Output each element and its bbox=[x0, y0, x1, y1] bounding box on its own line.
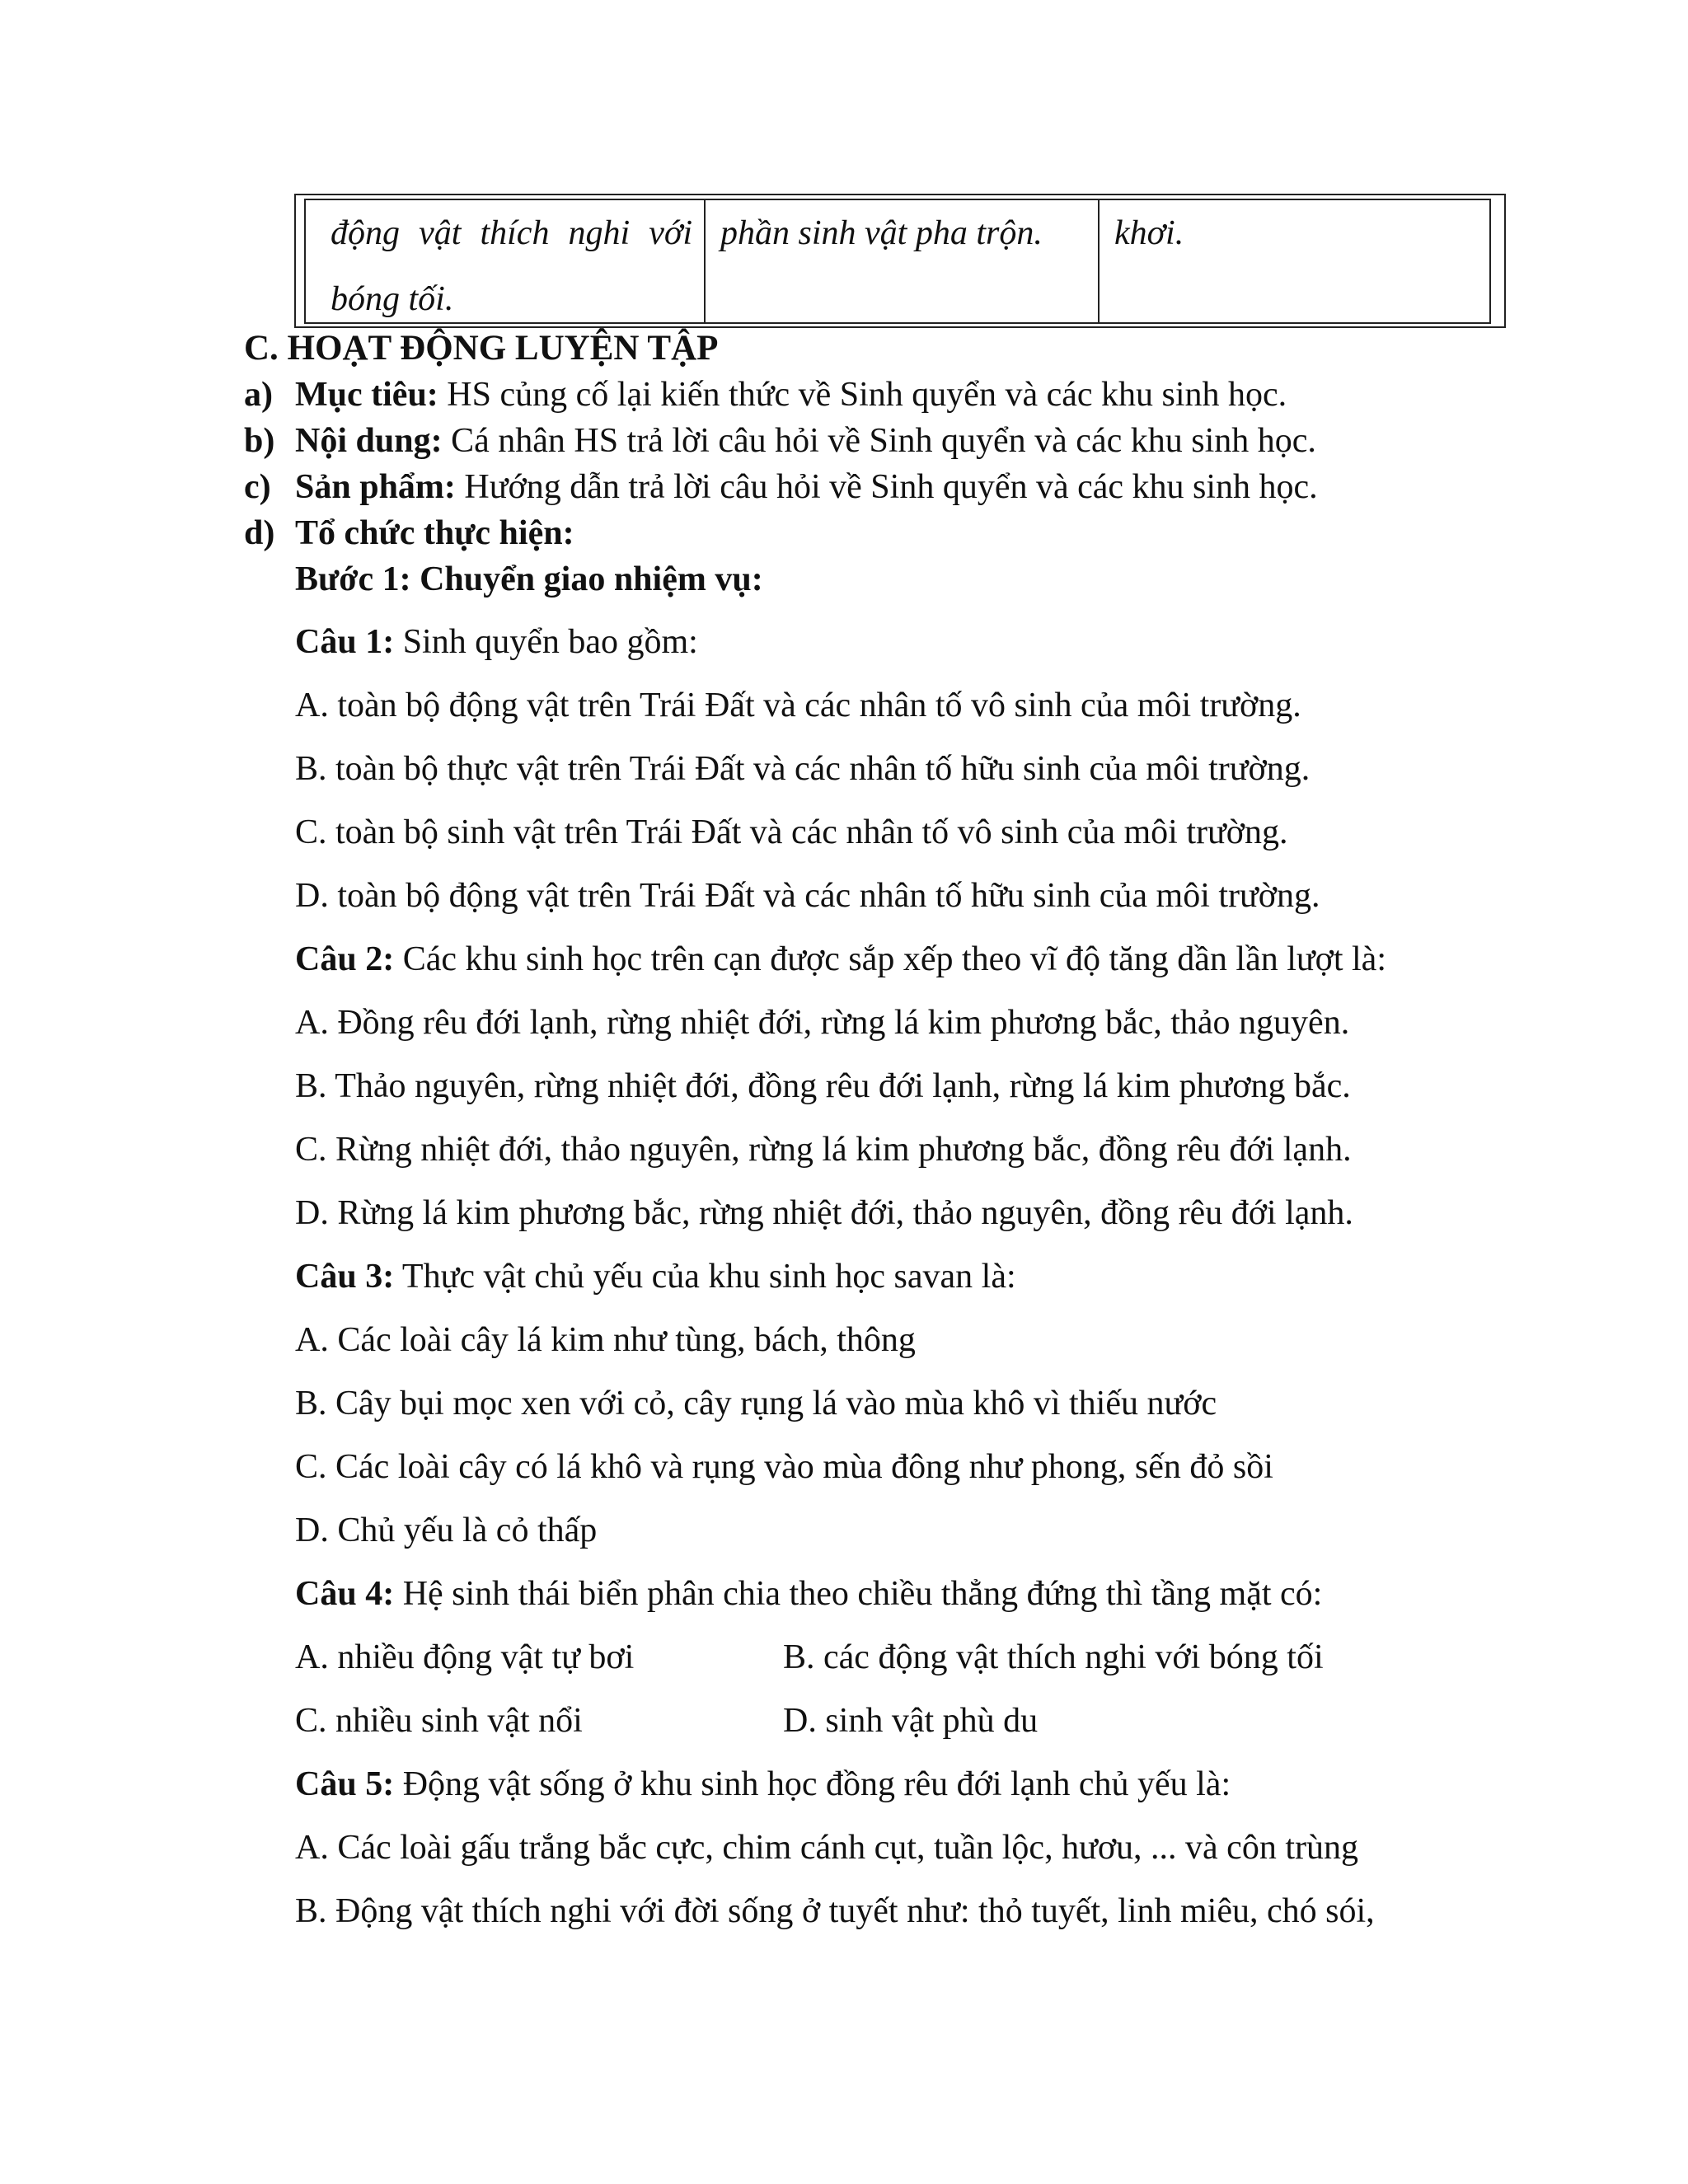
question-label: Câu 3: bbox=[295, 1258, 395, 1296]
option-4b: B. các động vật thích nghi với bóng tối bbox=[783, 1638, 1324, 1676]
question-text: Hệ sinh thái biển phân chia theo chiều thẳng đứng thì tầng mặt có: bbox=[394, 1575, 1323, 1613]
table-cell-1: động vật thích nghi với bóng tối. bbox=[306, 200, 706, 322]
option-1c: C. toàn bộ sinh vật trên Trái Đất và các nhân tố vô sinh của môi trường. bbox=[295, 813, 1288, 851]
objective-item bbox=[244, 375, 1287, 415]
question-text: Các khu sinh học trên cạn được sắp xếp theo vĩ độ tăng dần lần lượt là: bbox=[394, 940, 1386, 978]
option-2b: B. Thảo nguyên, rừng nhiệt đới, đồng rêu đới lạnh, rừng lá kim phương bắc. bbox=[295, 1067, 1351, 1105]
item-label: a) bbox=[244, 376, 273, 414]
option-3a: A. Các loài cây lá kim như tùng, bách, thông bbox=[295, 1321, 916, 1359]
option-4c: C. nhiều sinh vật nổi bbox=[295, 1702, 583, 1740]
option-1a: A. toàn bộ động vật trên Trái Đất và các nhân tố vô sinh của môi trường. bbox=[295, 687, 1301, 724]
option-2d: D. Rừng lá kim phương bắc, rừng nhiệt đới, thảo nguyên, đồng rêu đới lạnh. bbox=[295, 1194, 1353, 1232]
table-fragment bbox=[294, 194, 1506, 328]
question-3 bbox=[295, 1257, 1016, 1296]
option-1d: D. toàn bộ động vật trên Trái Đất và các nhân tố hữu sinh của môi trường. bbox=[295, 877, 1320, 915]
question-label: Câu 1: bbox=[295, 623, 395, 661]
option-4a: A. nhiều động vật tự bơi bbox=[295, 1638, 635, 1676]
question-text: Sinh quyển bao gồm: bbox=[394, 623, 698, 661]
item-text: Cá nhân HS trả lời câu hỏi về Sinh quyển và các khu sinh học. bbox=[442, 422, 1316, 460]
item-label: b) bbox=[244, 422, 275, 460]
question-2 bbox=[295, 940, 1386, 979]
option-3c: C. Các loài cây có lá khô và rụng vào mùa đông như phong, sến đỏ sồi bbox=[295, 1448, 1273, 1486]
item-text: HS củng cố lại kiến thức về Sinh quyển và các khu sinh học. bbox=[438, 376, 1287, 414]
question-4 bbox=[295, 1574, 1322, 1614]
option-5b: B. Động vật thích nghi với đời sống ở tuyết như: thỏ tuyết, linh miêu, chó sói, bbox=[295, 1892, 1375, 1930]
table-cell-2: phần sinh vật pha trộn. bbox=[706, 200, 1100, 322]
option-2a: A. Đồng rêu đới lạnh, rừng nhiệt đới, rừng lá kim phương bắc, thảo nguyên. bbox=[295, 1004, 1350, 1042]
section-title: C. HOẠT ĐỘNG LUYỆN TẬP bbox=[244, 329, 719, 368]
table-cell-3: khơi. bbox=[1114, 214, 1184, 252]
item-label: c) bbox=[244, 468, 271, 506]
question-text: Thực vật chủ yếu của khu sinh học savan là: bbox=[394, 1258, 1016, 1296]
question-text: Động vật sống ở khu sinh học đồng rêu đới lạnh chủ yếu là: bbox=[394, 1765, 1231, 1803]
step-heading: Bước 1: Chuyển giao nhiệm vụ: bbox=[295, 560, 763, 598]
item-heading: Tổ chức thực hiện: bbox=[295, 514, 574, 552]
organization-item bbox=[244, 513, 574, 553]
product-item bbox=[244, 467, 1318, 507]
item-text: Hướng dẫn trả lời câu hỏi về Sinh quyển và các khu sinh học. bbox=[455, 468, 1318, 506]
table-row bbox=[304, 199, 1491, 324]
option-1b: B. toàn bộ thực vật trên Trái Đất và các nhân tố hữu sinh của môi trường. bbox=[295, 750, 1311, 788]
item-heading: Sản phẩm: bbox=[295, 468, 456, 506]
option-5a: A. Các loài gấu trắng bắc cực, chim cánh cụt, tuần lộc, hươu, ... và côn trùng bbox=[295, 1829, 1358, 1867]
content-item bbox=[244, 421, 1316, 461]
question-label: Câu 2: bbox=[295, 940, 395, 978]
item-heading: Nội dung: bbox=[295, 422, 443, 460]
question-label: Câu 5: bbox=[295, 1765, 395, 1803]
option-3b: B. Cây bụi mọc xen với cỏ, cây rụng lá vào mùa khô vì thiếu nước bbox=[295, 1385, 1217, 1422]
question-1 bbox=[295, 622, 698, 662]
option-4d: D. sinh vật phù du bbox=[783, 1702, 1039, 1740]
option-2c: C. Rừng nhiệt đới, thảo nguyên, rừng lá kim phương bắc, đồng rêu đới lạnh. bbox=[295, 1131, 1352, 1169]
item-label: d) bbox=[244, 514, 275, 552]
option-3d: D. Chủ yếu là cỏ thấp bbox=[295, 1511, 598, 1549]
question-5 bbox=[295, 1765, 1231, 1804]
question-label: Câu 4: bbox=[295, 1575, 395, 1613]
item-heading: Mục tiêu: bbox=[295, 376, 438, 414]
